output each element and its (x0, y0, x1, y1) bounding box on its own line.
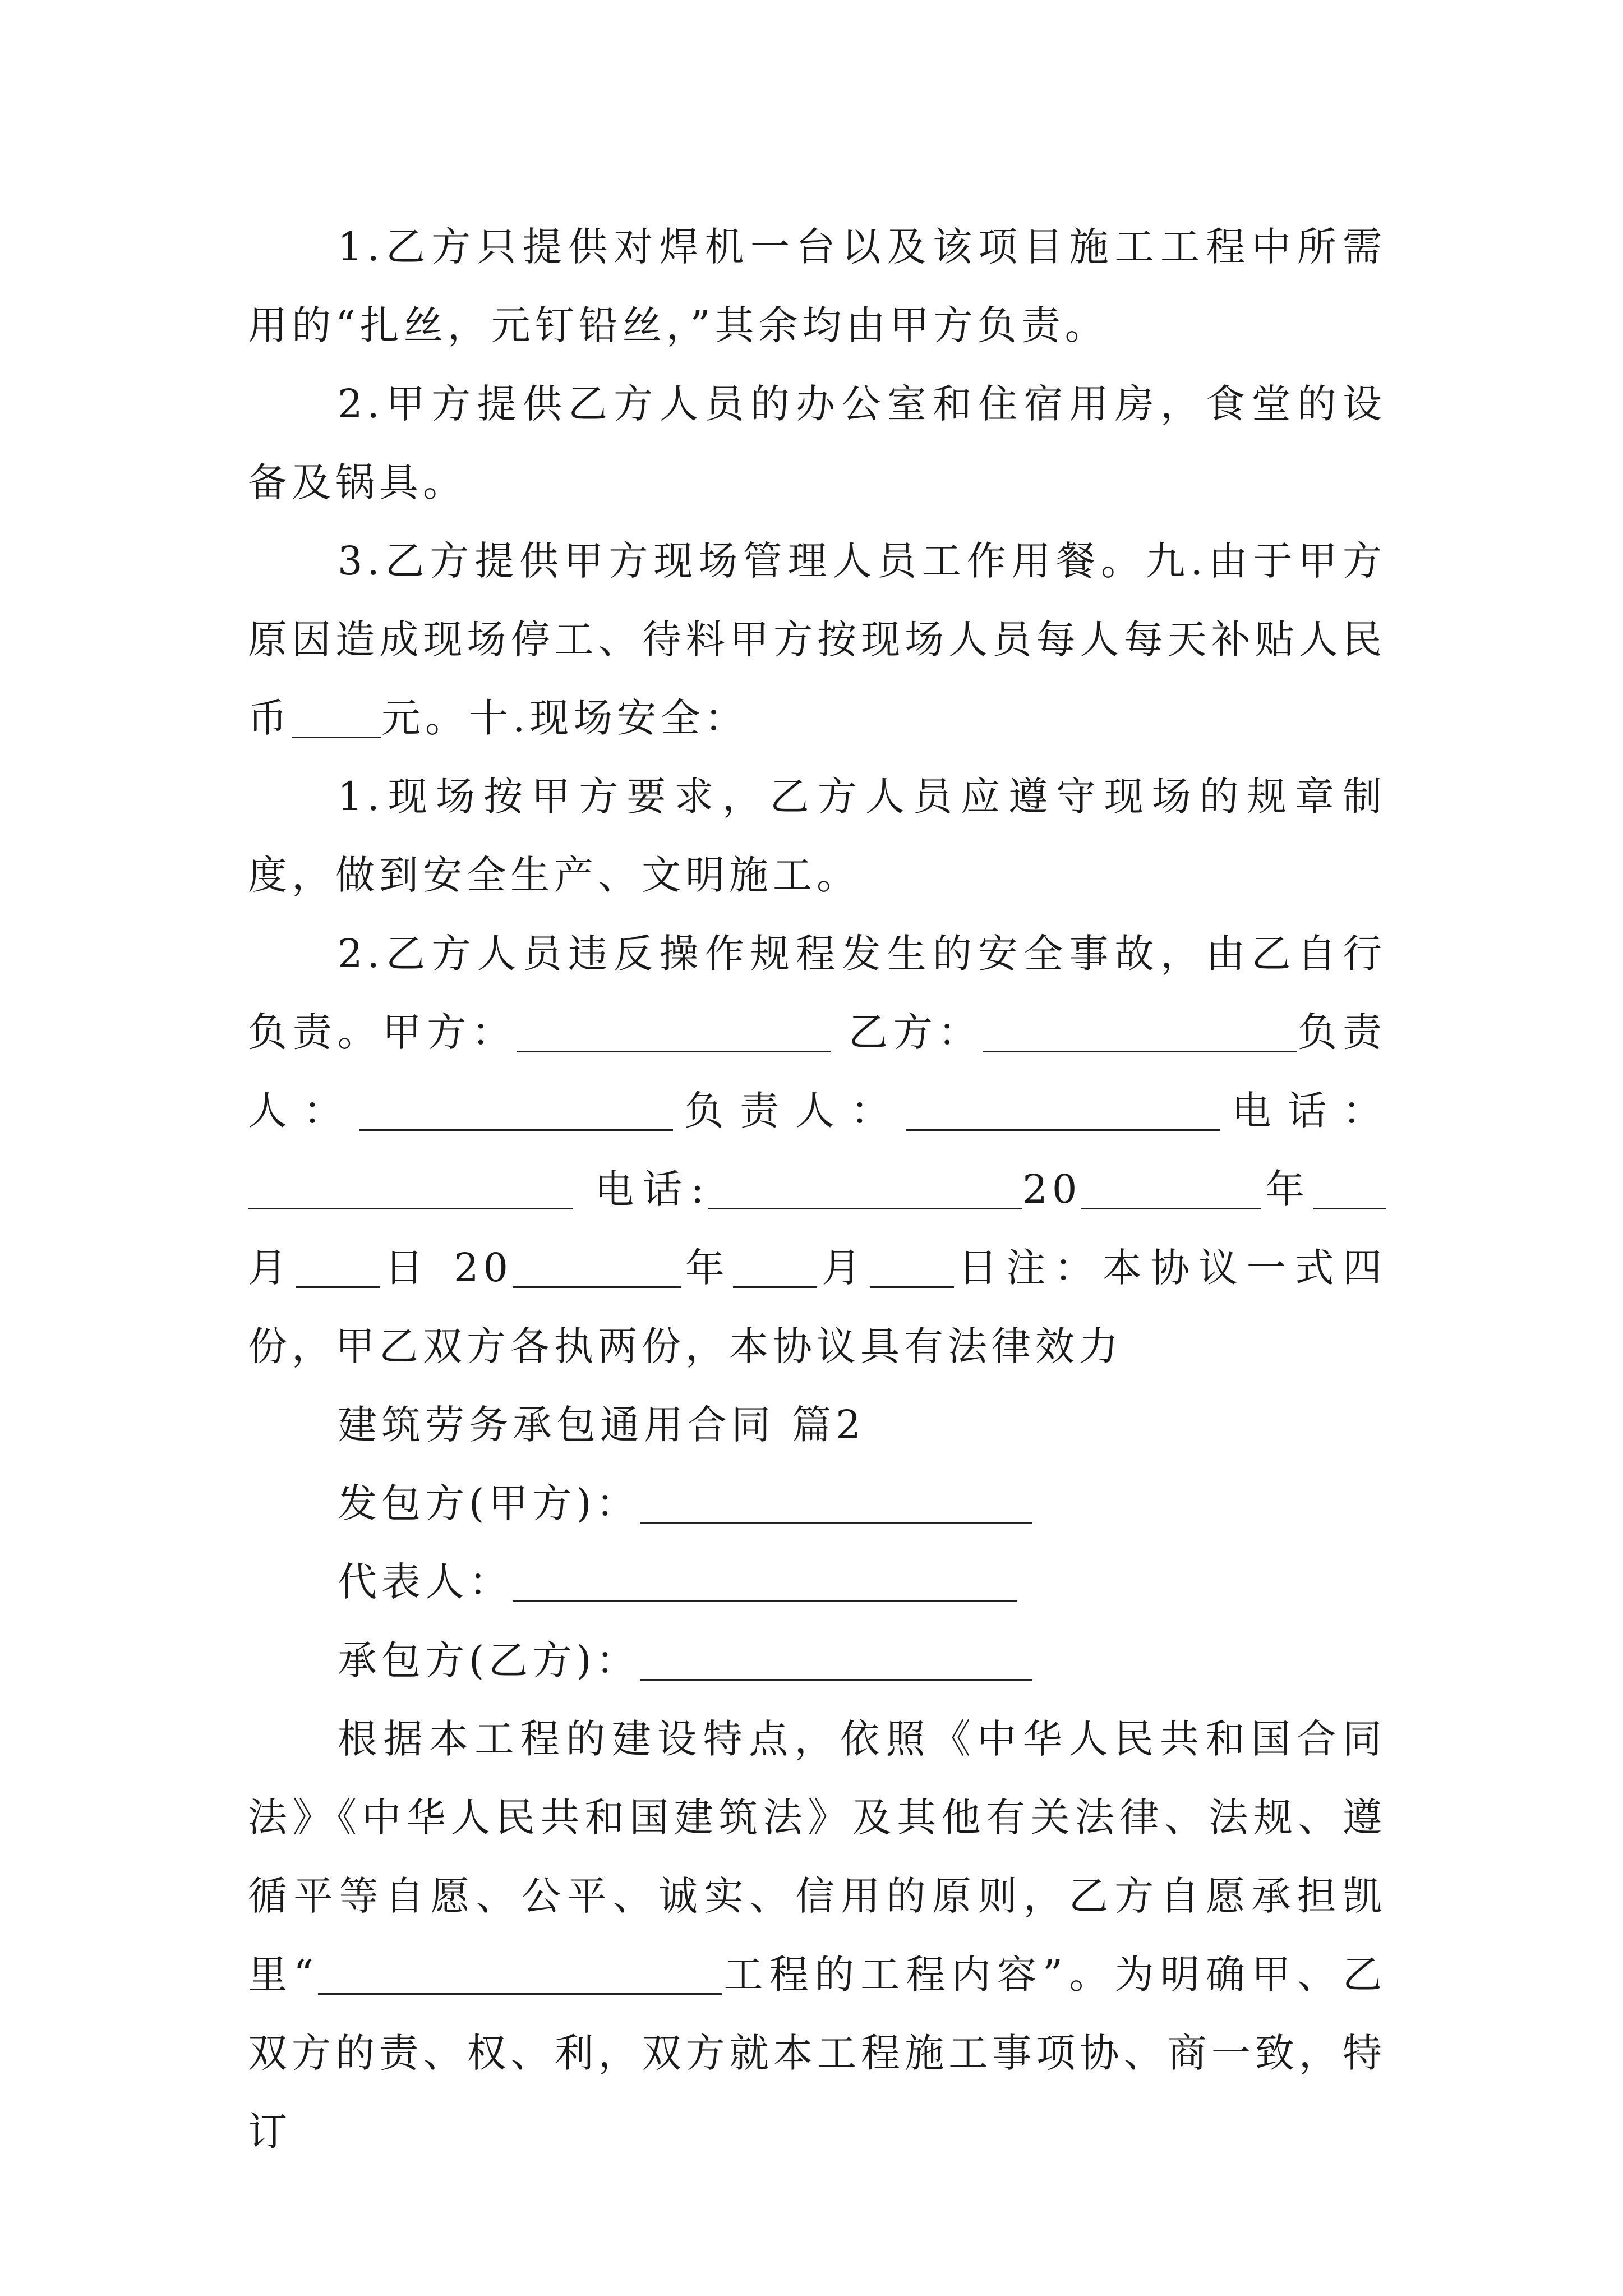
blank-line (513, 1247, 681, 1288)
blank-line (359, 1090, 673, 1131)
clause-2: 2.甲方提供乙方人员的办公室和住宿用房，食堂的设备及锅具。 (248, 381, 1386, 505)
blank-line (296, 1247, 380, 1288)
year-prefix: 20 (1022, 1166, 1082, 1212)
blank-line (708, 1168, 1022, 1209)
safety-clause-2-text: 2.乙方人员违反操作规程发生的安全事故，由乙自行负责。甲方： (248, 931, 1386, 1055)
blank-line (318, 1954, 722, 1995)
blank-line (870, 1247, 954, 1288)
month-label: 月 (248, 1245, 296, 1291)
month-label: 月 (817, 1245, 870, 1291)
phone-label: 电话： (1220, 1088, 1387, 1134)
year-label: 年 (681, 1245, 734, 1291)
section-title: 建筑劳务承包通用合同 篇2 (338, 1402, 865, 1448)
blank-line (1081, 1168, 1261, 1209)
day-label: 日 20 (380, 1245, 513, 1291)
blank-line (1313, 1168, 1386, 1209)
clause-3-tail: 元。十.现场安全： (381, 695, 749, 741)
clause-3 (248, 522, 1386, 757)
representative-label: 代表人： (338, 1559, 513, 1605)
blank-line (906, 1090, 1220, 1131)
employer-blank (640, 1483, 1032, 1524)
clause-3-text: 3.乙方提供甲方现场管理人员工作用餐。九.由于甲方原因造成现场停工、待料甲方按现场人员每人每天补贴人民币 (248, 538, 1386, 741)
blank-line (248, 1168, 573, 1209)
clause-1: 1.乙方只提供对焊机一台以及该项目施工工程中所需用的“扎丝，元钉铅丝，”其余均由甲方负责。 (248, 224, 1386, 348)
blank-line (517, 1011, 831, 1052)
safety-clause-1: 1.现场按甲方要求，乙方人员应遵守现场的规章制度，做到安全生产、文明施工。 (248, 774, 1386, 898)
safety-clause-2 (248, 914, 1386, 1386)
principal-label: 负责人： (672, 1088, 906, 1134)
contractor-label: 承包方(乙方)： (338, 1637, 640, 1683)
contractor-field (248, 1621, 1386, 1700)
principal-label: 负责人： (248, 1009, 1386, 1134)
employer-field (248, 1464, 1386, 1543)
blank-line (292, 697, 381, 738)
representative-blank (513, 1561, 1017, 1602)
document-page (248, 208, 1386, 2171)
blank-line (733, 1247, 817, 1288)
phone-label: 电话: (594, 1166, 709, 1212)
year-label: 年 (1261, 1166, 1313, 1212)
party-b-label: 乙方： (848, 1009, 983, 1055)
notes-text: 日注：本协议一式四份，甲乙双方各执两份，本协议具有法律效力 (248, 1245, 1387, 1369)
preamble (248, 1700, 1386, 2171)
contractor-blank (640, 1640, 1032, 1681)
preamble-text: 根据本工程的建设特点，依照《中华人民共和国合同法》《中华人民共和国建筑法》及其他有关法律、法规、遵循平等自愿、公平、诚实、信用的原则，乙方自愿承担凯里“ (248, 1716, 1386, 1998)
preamble-tail: 工程的工程内容”。为明确甲、乙双方的责、权、利，双方就本工程施工事项协、商一致，特订 (248, 1952, 1386, 2155)
blank-line (983, 1011, 1297, 1052)
employer-label: 发包方(甲方)： (338, 1480, 640, 1526)
representative-field (248, 1543, 1386, 1621)
